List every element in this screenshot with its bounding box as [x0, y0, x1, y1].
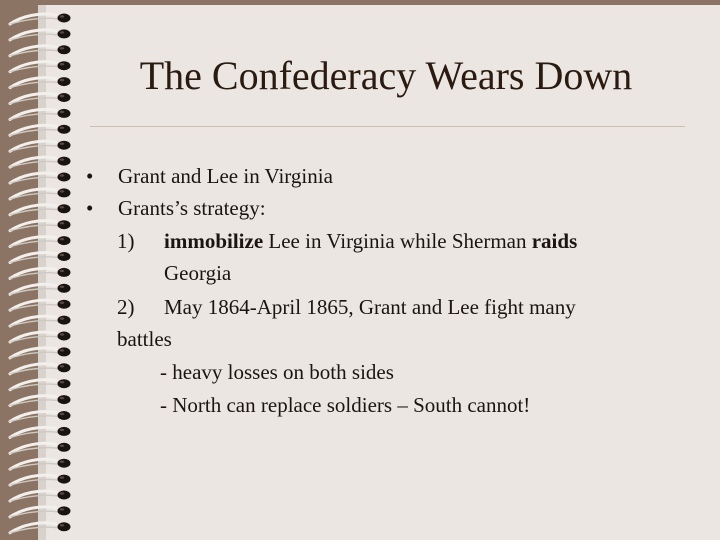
point-text-segment: Lee in Virginia while Sherman: [263, 229, 532, 253]
binding-ring: [10, 506, 71, 517]
binding-ring: [10, 109, 71, 120]
point-2-continued: battles: [117, 327, 172, 351]
binding-ring: [10, 125, 71, 136]
binding-ring: [10, 77, 71, 88]
bullet-1: [86, 160, 333, 192]
binding-ring: [10, 459, 71, 470]
binding-ring: [10, 157, 71, 168]
binding-ring: [10, 411, 71, 422]
binding-ring: [10, 252, 71, 263]
subpoint-2: - North can replace soldiers – South cannot!: [160, 393, 531, 417]
binding-ring: [10, 443, 71, 454]
binding-ring: [10, 522, 71, 533]
bullet-text: Grant and Lee in Virginia: [118, 164, 333, 188]
binding-ring: [10, 332, 71, 343]
spiral-binding: [0, 0, 90, 540]
binding-ring: [10, 363, 71, 374]
point-bold-term: immobilize: [164, 229, 264, 253]
point-number: 1): [117, 229, 135, 253]
point-number: 2): [117, 295, 135, 319]
binding-ring: [10, 475, 71, 486]
bullet-2: [86, 192, 266, 224]
point-text: [164, 225, 577, 257]
binding-ring: [10, 93, 71, 104]
binding-ring: [10, 141, 71, 152]
binding-ring: [10, 347, 71, 358]
bullet-marker: •: [86, 196, 94, 220]
binding-ring: [10, 45, 71, 56]
binding-ring: [10, 395, 71, 406]
binding-ring: [10, 427, 71, 438]
binding-ring: [10, 173, 71, 184]
point-1: [117, 225, 578, 257]
binding-ring: [10, 236, 71, 247]
binding-ring: [10, 204, 71, 215]
binding-ring: [10, 300, 71, 311]
point-2: [117, 291, 576, 323]
binding-ring: [10, 379, 71, 390]
binding-ring: [10, 14, 71, 25]
binding-ring: [10, 29, 71, 40]
binding-ring: [10, 316, 71, 327]
binding-ring: [10, 284, 71, 295]
title-divider: [90, 126, 685, 127]
bullet-marker: •: [86, 164, 94, 188]
binding-ring: [10, 61, 71, 72]
point-bold-term: raids: [531, 229, 578, 253]
binding-ring: [10, 491, 71, 502]
point-1-continued: Georgia: [164, 261, 232, 285]
binding-ring: [10, 220, 71, 231]
point-text: May 1864-April 1865, Grant and Lee fight many: [164, 295, 576, 319]
bullet-text: Grants’s strategy:: [118, 196, 266, 220]
slide-title: The Confederacy Wears Down: [139, 53, 633, 98]
binding-ring: [10, 188, 71, 199]
subpoint-1: - heavy losses on both sides: [160, 360, 394, 384]
binding-ring: [10, 268, 71, 279]
